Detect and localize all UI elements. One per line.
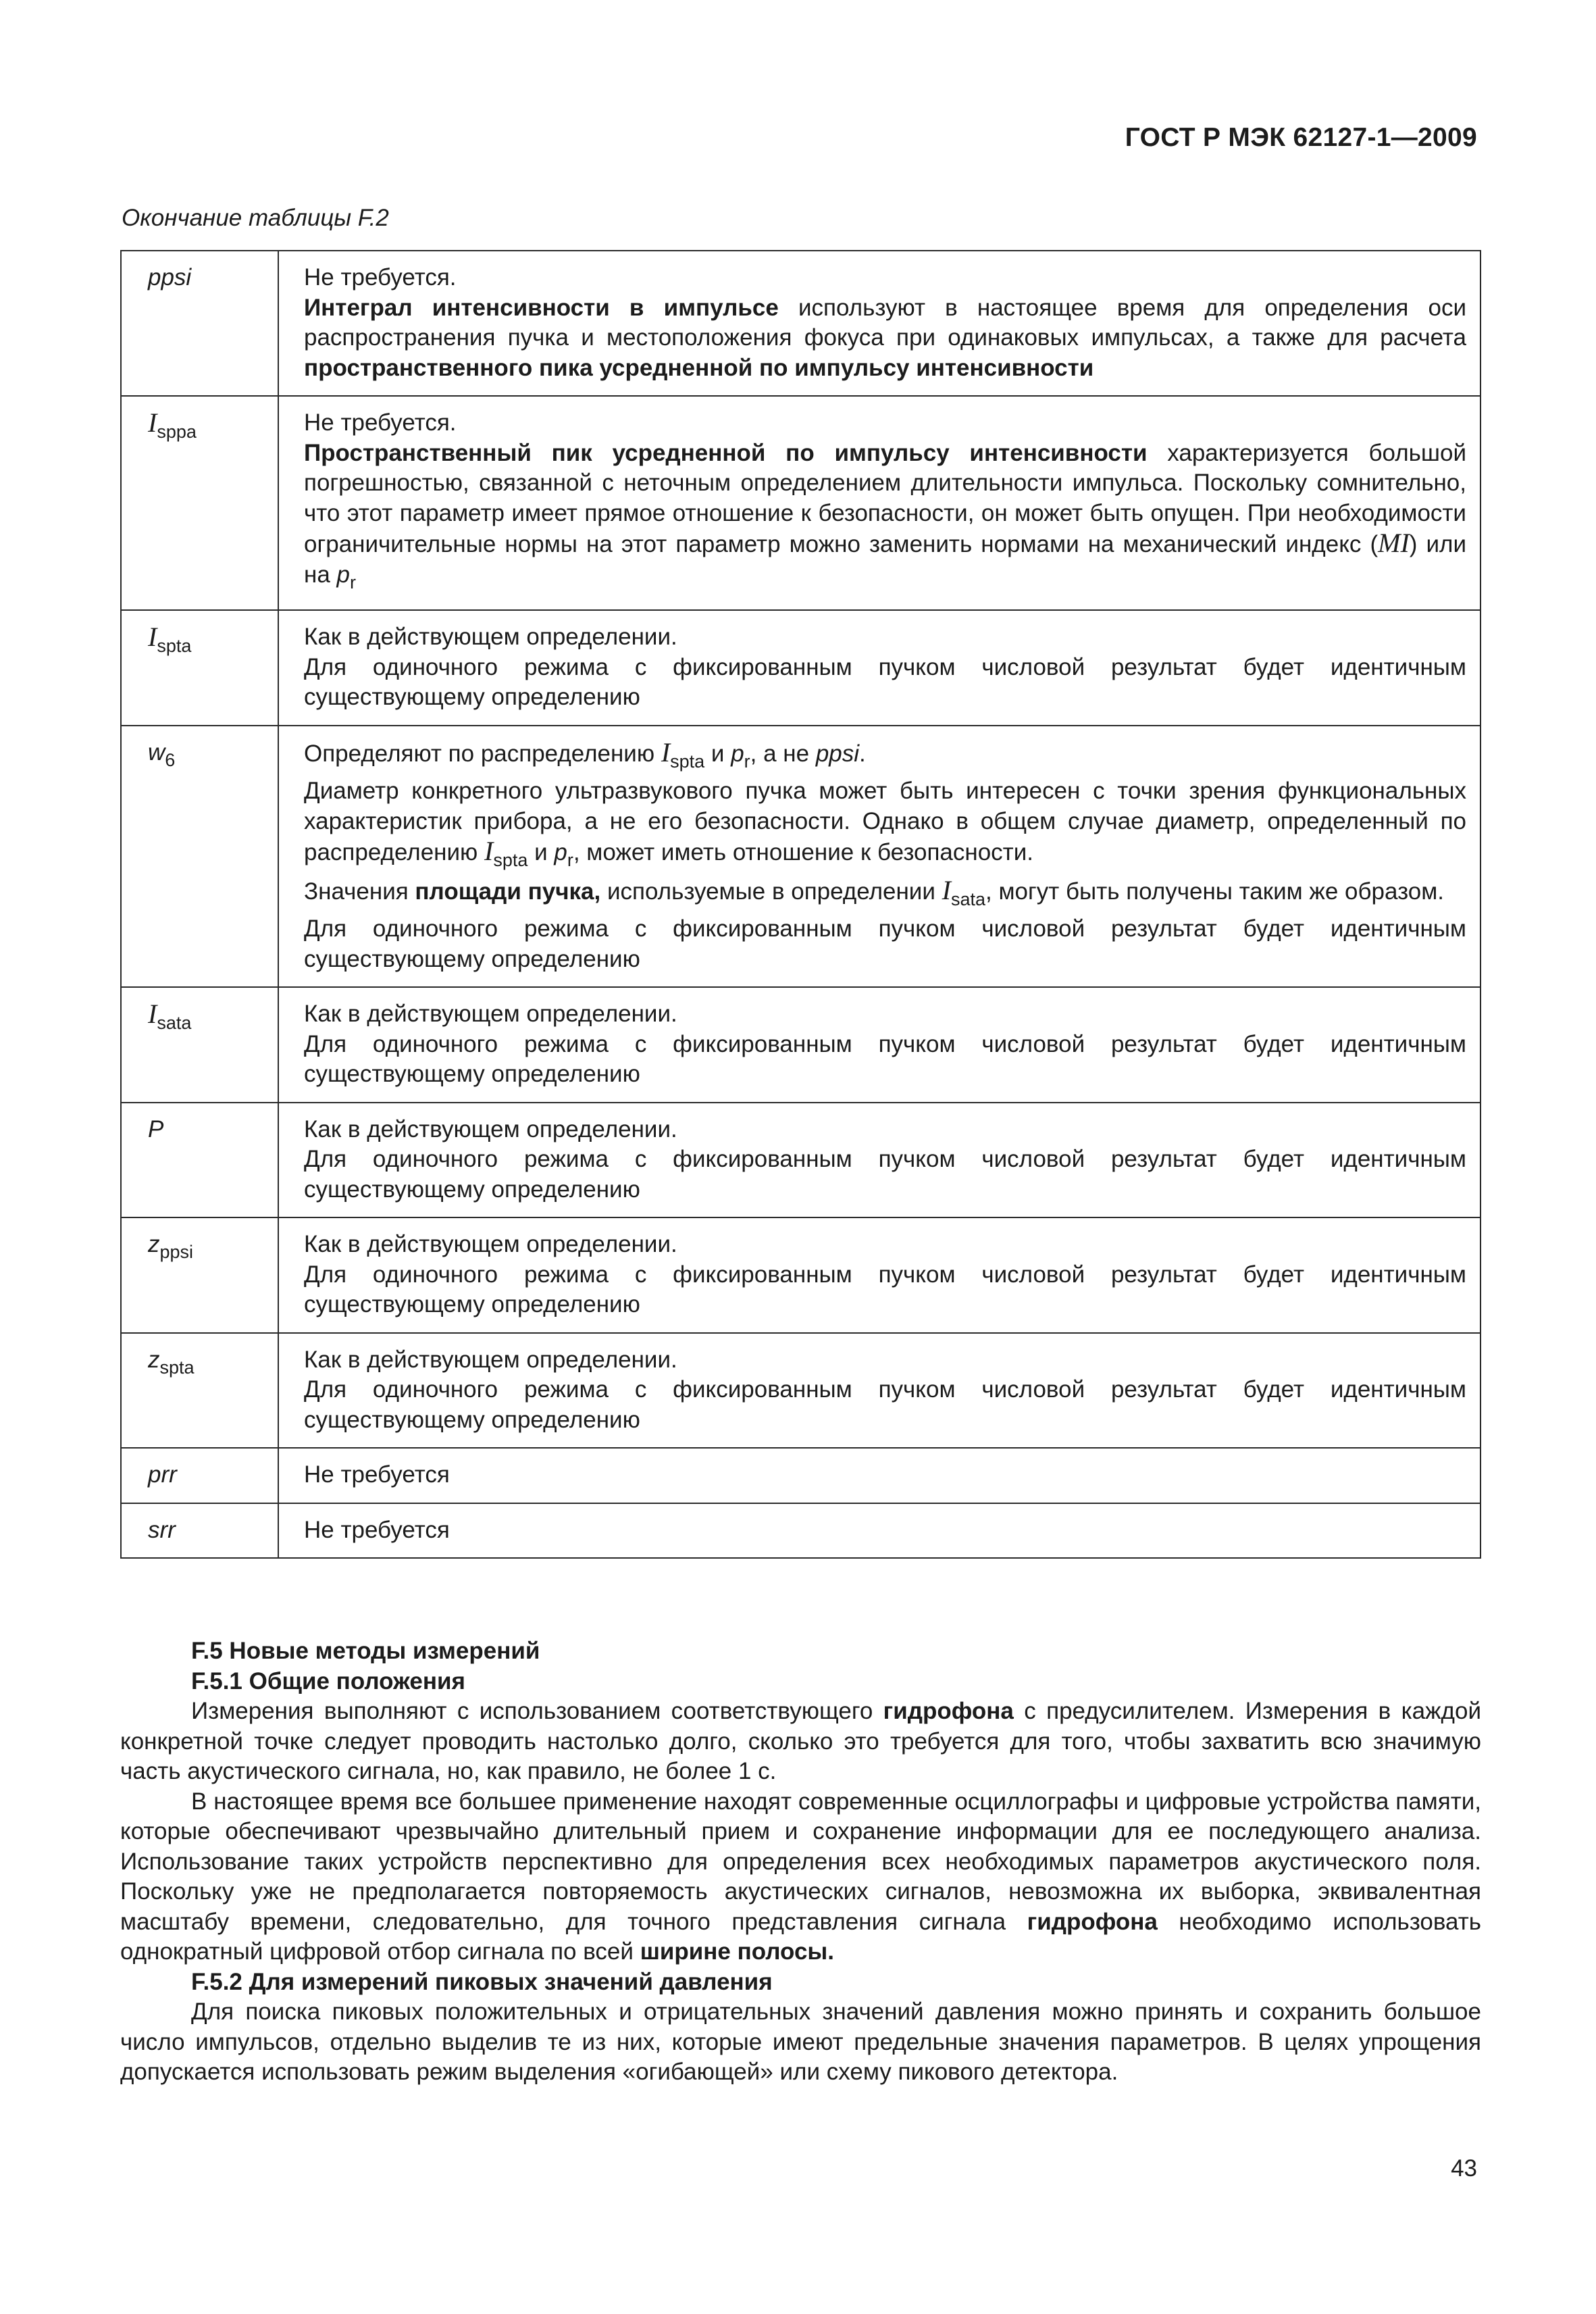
symbol-p: p xyxy=(731,740,744,767)
description-text: , может иметь отношение к безопасности. xyxy=(573,839,1033,865)
description-text: Определяют по распределению xyxy=(304,740,661,767)
bold-term: Интеграл интенсивности в импульсе xyxy=(304,294,779,321)
description-line: Не требуется xyxy=(304,1516,450,1543)
symbol-text: prr xyxy=(148,1461,177,1488)
description-line xyxy=(304,438,1466,598)
bold-term: площади пучка, xyxy=(415,878,601,905)
paragraph xyxy=(120,1787,1481,1967)
symbol-main: z xyxy=(148,1231,160,1257)
symbol-sub: r xyxy=(567,850,573,870)
paragraph-text: необходимо использовать однократный цифровой отбор сигнала по всей xyxy=(120,1908,1482,1965)
description-cell xyxy=(278,726,1481,988)
symbol-sub: r xyxy=(744,751,750,772)
symbol-main: z xyxy=(148,1346,160,1373)
symbol-cell xyxy=(121,987,278,1103)
bold-term: гидрофона xyxy=(883,1698,1014,1724)
description-line xyxy=(304,776,1466,876)
description-line: Для одиночного режима с фиксированным пучком числовой результат будет идентичным существующему определению xyxy=(304,653,1466,710)
symbol-cell xyxy=(121,396,278,610)
symbol-main: I xyxy=(942,874,951,905)
symbol-sub: spta xyxy=(157,636,192,656)
paragraph-text: В настоящее время все большее применение находят современные осциллографы и цифровые устройства памяти, которые обеспечивают чрезвычайно длительный прием и сохранение информации для ее последующего анализа. Использование таких устройств перспективно для определения всех необходимых параметров акустического поля. Поскольку уже не предполагается повторяемость акустических сигналов, невозможна их выборка, эквивалентная масштабу времени, следовательно, для точного представления сигнала xyxy=(120,1788,1481,1935)
table-row xyxy=(121,1503,1481,1559)
symbol-text: ppsi xyxy=(148,264,192,291)
symbol-p: p xyxy=(554,839,567,865)
symbol-sub: r xyxy=(350,572,356,593)
description-line xyxy=(304,738,1466,777)
symbol-cell xyxy=(121,1448,278,1503)
description-cell xyxy=(278,251,1481,396)
symbol-main: I xyxy=(148,407,157,438)
paragraph: Для поиска пиковых положительных и отрицательных значений давления можно принять и сохранить большое число импульсов, отдельно выделив те из них, которые имеют предельные значения параметров. В целях упрощения допускается использовать режим выделения «огибающей» или схему пикового детектора. xyxy=(120,1998,1481,2085)
description-line: Для одиночного режима с фиксированным пучком числовой результат будет идентичным существующему определению xyxy=(304,1030,1466,1087)
subsection-heading: F.5.1 Общие положения xyxy=(191,1667,465,1694)
table-row xyxy=(121,1103,1481,1218)
description-cell xyxy=(278,1503,1481,1559)
symbol-main: w xyxy=(148,738,165,765)
table-row xyxy=(121,1448,1481,1503)
description-line: Для одиночного режима с фиксированным пучком числовой результат будет идентичным существующему определению xyxy=(304,1146,1466,1203)
symbol-sub: sata xyxy=(950,888,985,909)
description-text: и xyxy=(704,740,731,767)
bold-term: ширине полосы. xyxy=(640,1938,835,1965)
section-heading: F.5 Новые методы измерений xyxy=(191,1638,540,1664)
symbol-cell xyxy=(121,251,278,396)
description-text: используемые в определении xyxy=(600,878,942,905)
description-text: , а не xyxy=(750,740,816,767)
symbol-p: p xyxy=(336,561,350,588)
symbol-main: I xyxy=(661,736,671,768)
symbol-cell xyxy=(121,1103,278,1218)
description-text: Диаметр конкретного ультразвукового пучка может быть интересен с точки зрения функциональных характеристик прибора, а не его безопасности. Однако в общем случае диаметр, определенный по распределению xyxy=(304,778,1466,865)
symbol-sub: sppa xyxy=(157,422,197,442)
description-text: ) или на xyxy=(304,531,1467,588)
description-line xyxy=(304,876,1466,915)
document-header: ГОСТ Р МЭК 62127-1—2009 xyxy=(1125,123,1477,152)
symbol-cell xyxy=(121,1333,278,1449)
description-text: характеризуется большой погрешностью, связанной с неточным определением длительности импульса. Поскольку сомнительно, что этот параметр имеет прямое отношение к безопасности, он может быть опущен. При необходимости ограничительные нормы на этот параметр можно заменить нормами на механический индекс ( xyxy=(304,439,1466,557)
table-row xyxy=(121,1217,1481,1333)
description-text: и xyxy=(527,839,555,865)
symbol-main: I xyxy=(148,999,157,1029)
symbol-sub: ppsi xyxy=(159,1242,194,1262)
table-row xyxy=(121,396,1481,610)
description-line: Для одиночного режима с фиксированным пучком числовой результат будет идентичным существующему определению xyxy=(304,1376,1466,1433)
description-line: Не требуется. xyxy=(304,409,457,436)
paragraph-text: Измерения выполняют с использованием соответствующего xyxy=(191,1698,883,1724)
description-line: Как в действующем определении. xyxy=(304,1346,677,1373)
bold-term: Пространственный пик усредненной по импульсу интенсивности xyxy=(304,439,1148,466)
description-text: . xyxy=(859,740,866,767)
symbol-sub: spta xyxy=(493,850,528,870)
subsection-heading: F.5.2 Для измерений пиковых значений давления xyxy=(191,1968,773,1995)
description-text: Значения xyxy=(304,878,415,905)
description-line: Не требуется xyxy=(304,1461,450,1488)
description-cell xyxy=(278,610,1481,726)
description-cell xyxy=(278,987,1481,1103)
symbol-text: srr xyxy=(148,1516,176,1543)
symbol-cell xyxy=(121,1217,278,1333)
description-line: Как в действующем определении. xyxy=(304,624,677,650)
table-row xyxy=(121,726,1481,988)
paragraph-text: с предусилителем. Измерения в каждой конкретной точке следует проводить настолько долго, сколько это требуется для того, чтобы захватить всю значимую часть акустического сигнала, но, как правило, не более 1 с. xyxy=(120,1698,1481,1784)
description-cell xyxy=(278,1333,1481,1449)
section-body xyxy=(120,1636,1481,2088)
symbol-mi: MI xyxy=(1378,528,1410,558)
description-cell xyxy=(278,396,1481,610)
table-row xyxy=(121,610,1481,726)
description-cell xyxy=(278,1448,1481,1503)
symbol-main: P xyxy=(148,1115,164,1142)
symbol-sub: 6 xyxy=(165,749,176,770)
description-line xyxy=(304,293,1466,384)
symbol-cell xyxy=(121,726,278,988)
description-text: , могут быть получены таким же образом. xyxy=(985,878,1444,905)
description-cell xyxy=(278,1103,1481,1218)
description-line: Не требуется. xyxy=(304,264,457,291)
symbol-sub: spta xyxy=(159,1357,195,1378)
symbol-main: I xyxy=(484,836,494,866)
table-row xyxy=(121,987,1481,1103)
description-line: Как в действующем определении. xyxy=(304,1001,677,1027)
symbol-cell xyxy=(121,610,278,726)
description-line: Как в действующем определении. xyxy=(304,1231,677,1257)
bold-term: гидрофона xyxy=(1027,1908,1158,1935)
paragraph xyxy=(120,1696,1481,1787)
description-cell xyxy=(278,1217,1481,1333)
parameters-table xyxy=(120,250,1481,1559)
table-row xyxy=(121,1333,1481,1449)
page-number: 43 xyxy=(1451,2155,1477,2182)
description-text: используют в настоящее время для определения оси распространения пучка и местоположения фокуса при одинаковых импульсах, а также для расчета xyxy=(304,294,1467,351)
table-row xyxy=(121,251,1481,396)
symbol-cell xyxy=(121,1503,278,1559)
symbol-sub: sata xyxy=(157,1013,192,1033)
description-line: Как в действующем определении. xyxy=(304,1115,677,1142)
symbol-main: I xyxy=(148,622,157,652)
description-line: Для одиночного режима с фиксированным пучком числовой результат будет идентичным существующему определению xyxy=(304,1261,1466,1317)
table-caption: Окончание таблицы F.2 xyxy=(122,205,389,231)
bold-term: пространственного пика усредненной по импульсу интенсивности xyxy=(304,354,1094,381)
symbol-sub: spta xyxy=(670,751,705,772)
description-line: Для одиночного режима с фиксированным пучком числовой результат будет идентичным существующему определению xyxy=(304,915,1466,972)
symbol-ppsi: ppsi xyxy=(815,740,860,767)
